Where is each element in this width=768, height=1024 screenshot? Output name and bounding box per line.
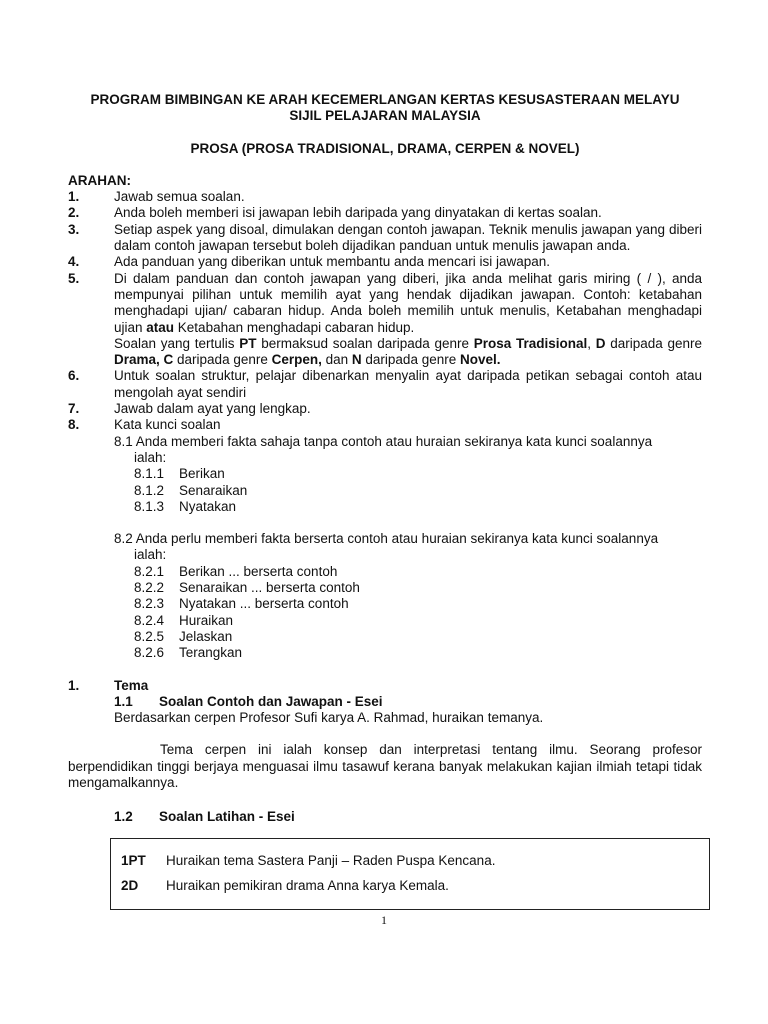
list-8-2	[114, 564, 702, 662]
list-item-text: Huraikan	[179, 612, 234, 628]
list-item-number: 8.2.4	[134, 612, 165, 628]
instruction-1	[68, 189, 702, 205]
list-item-number: 8.1.3	[134, 498, 165, 514]
list-item-number: 8.2.6	[134, 645, 165, 661]
legend-cerpen: Cerpen,	[271, 352, 322, 368]
subsection-title: Soalan Latihan - Esei	[159, 809, 295, 825]
document-body	[68, 92, 702, 826]
instruction-number: 5.	[68, 270, 80, 286]
instruction-text: Jawab dalam ayat yang lengkap.	[114, 401, 311, 417]
instruction-text: Anda boleh memberi isi jawapan lebih daripada yang dinyatakan di kertas soalan.	[114, 205, 602, 221]
list-item-text: Jelaskan	[179, 628, 233, 644]
list-item	[134, 483, 702, 499]
instruction-2	[68, 205, 702, 221]
list-item	[134, 499, 702, 515]
subsection-1-1	[114, 694, 702, 710]
instruction-number: 7.	[68, 401, 80, 417]
instruction-3	[68, 222, 702, 255]
instruction-5	[68, 271, 702, 369]
exercise-text: Huraikan pemikiran drama Anna karya Kemala.	[166, 878, 449, 893]
arahan-heading: ARAHAN:	[68, 172, 131, 188]
instruction-text: Untuk soalan struktur, pelajar dibenarkan menyalin ayat daripada petikan sebagai contoh atau mengolah ayat sendiri	[114, 368, 702, 400]
list-item-number: 8.2.1	[134, 563, 165, 579]
instruction-number: 4.	[68, 254, 80, 270]
list-8-1	[114, 466, 702, 515]
list-item-text: Senaraikan ... berserta contoh	[179, 580, 360, 596]
doc-title-line2: SIJIL PELAJARAN MALAYSIA	[289, 108, 481, 124]
exercise-item	[121, 878, 709, 893]
list-item	[134, 613, 702, 629]
list-item-number: 8.2.5	[134, 628, 165, 644]
list-item-number: 8.1.1	[134, 466, 165, 482]
legend-novel: Novel.	[459, 352, 501, 368]
list-item	[134, 596, 702, 612]
list-item-number: 8.2.3	[134, 596, 165, 612]
legend-drama: Drama, C	[114, 352, 174, 368]
legend-text: Soalan yang tertulis	[114, 335, 240, 351]
instruction-text	[114, 271, 702, 336]
section-tema	[68, 678, 702, 727]
exercise-box	[110, 838, 710, 910]
instruction-text: Kata kunci soalan	[114, 417, 221, 433]
exercise-code: 1PT	[121, 853, 146, 868]
legend-d: D	[595, 335, 606, 351]
subsection-number: 1.1	[114, 693, 133, 709]
subsection-number: 1.2	[114, 809, 133, 825]
list-item	[134, 629, 702, 645]
legend-text: bermaksud soalan daripada genre	[256, 335, 474, 351]
keyword-8-1: 8.1 Anda memberi fakta sahaja tanpa contoh atau huraian sekiranya kata kunci soalannya	[114, 433, 653, 449]
instruction-4	[68, 254, 702, 270]
sample-answer: Tema cerpen ini ialah konsep dan interpretasi tentang ilmu. Seorang profesor berpendidikan tinggi berjaya menguasai ilmu tasawuf kerana banyak melakukan kajian ilmiah tetapi tidak mengamalkannya.	[68, 742, 702, 790]
list-item-number: 8.1.2	[134, 482, 165, 498]
legend-text: daripada genre	[173, 352, 272, 368]
instruction-number: 3.	[68, 221, 80, 237]
ialah-label: ialah:	[134, 547, 167, 563]
legend-text: ,	[587, 335, 596, 351]
keyword-8-2: 8.2 Anda perlu memberi fakta berserta contoh atau huraian sekiranya kata kunci soalannya	[114, 531, 659, 547]
exercise-item	[121, 853, 709, 868]
list-item-text: Terangkan	[179, 645, 243, 661]
legend-pt: PT	[239, 335, 257, 351]
instruction-text-part: Di dalam panduan dan contoh jawapan yang diberi, jika anda melihat garis miring ( / ), anda mempunyai pilihan untuk memilih ayat yang hendak dijadikan jawapan. Contoh: ketabahan menghadapi ujian/ cabaran hidup. Anda boleh memilih untuk menulis, Ketabahan menghadapi ujian	[114, 270, 702, 335]
legend-text: daripada genre	[361, 352, 460, 368]
legend-text: daripada genre	[605, 335, 702, 351]
legend-text: dan	[321, 352, 352, 368]
list-item-text: Berikan ... berserta contoh	[179, 563, 338, 579]
instruction-8	[68, 417, 702, 661]
instruction-text: Setiap aspek yang disoal, dimulakan dengan contoh jawapan. Teknik menulis jawapan yang diberi dalam contoh jawapan tersebut boleh dijadikan panduan untuk menulis jawapan anda.	[114, 221, 702, 254]
instruction-text: Jawab semua soalan.	[114, 189, 245, 205]
atau-bold: atau	[146, 319, 175, 335]
instruction-number: 2.	[68, 205, 80, 221]
section-number: 1.	[68, 677, 80, 693]
list-item	[134, 466, 702, 482]
instruction-6	[68, 368, 702, 401]
list-item-text: Berikan	[179, 466, 225, 482]
instruction-number: 6.	[68, 368, 80, 384]
list-item-text: Senaraikan	[179, 482, 248, 498]
section-heading: Tema	[114, 677, 149, 693]
subsection-title: Soalan Contoh dan Jawapan - Esei	[159, 693, 383, 709]
instruction-7	[68, 401, 702, 417]
legend-n: N	[351, 352, 362, 368]
subsection-1-2	[68, 809, 702, 825]
list-item	[134, 645, 702, 661]
instruction-number: 8.	[68, 417, 80, 433]
list-item-number: 8.2.2	[134, 580, 165, 596]
sample-question: Berdasarkan cerpen Profesor Sufi karya A. Rahmad, huraikan temanya.	[114, 710, 544, 726]
exercise-code: 2D	[121, 878, 139, 893]
list-item	[134, 564, 702, 580]
legend-prosa: Prosa Tradisional	[473, 335, 588, 351]
genre-legend	[114, 336, 702, 369]
instruction-number: 1.	[68, 189, 80, 205]
instruction-text: Ada panduan yang diberikan untuk membantu anda mencari isi jawapan.	[114, 254, 551, 270]
list-item	[134, 580, 702, 596]
list-item-text: Nyatakan	[179, 498, 237, 514]
ialah-label: ialah:	[134, 449, 167, 465]
doc-title-line1: PROGRAM BIMBINGAN KE ARAH KECEMERLANGAN KERTAS KESUSASTERAAN MELAYU	[90, 92, 680, 107]
page-number: 1	[381, 913, 387, 927]
instruction-text-part: Ketabahan menghadapi cabaran hidup.	[174, 319, 415, 335]
list-item-text: Nyatakan ... berserta contoh	[179, 596, 349, 612]
doc-subtitle: PROSA (PROSA TRADISIONAL, DRAMA, CERPEN & NOVEL)	[190, 140, 580, 156]
exercise-text: Huraikan tema Sastera Panji – Raden Puspa Kencana.	[166, 853, 496, 868]
